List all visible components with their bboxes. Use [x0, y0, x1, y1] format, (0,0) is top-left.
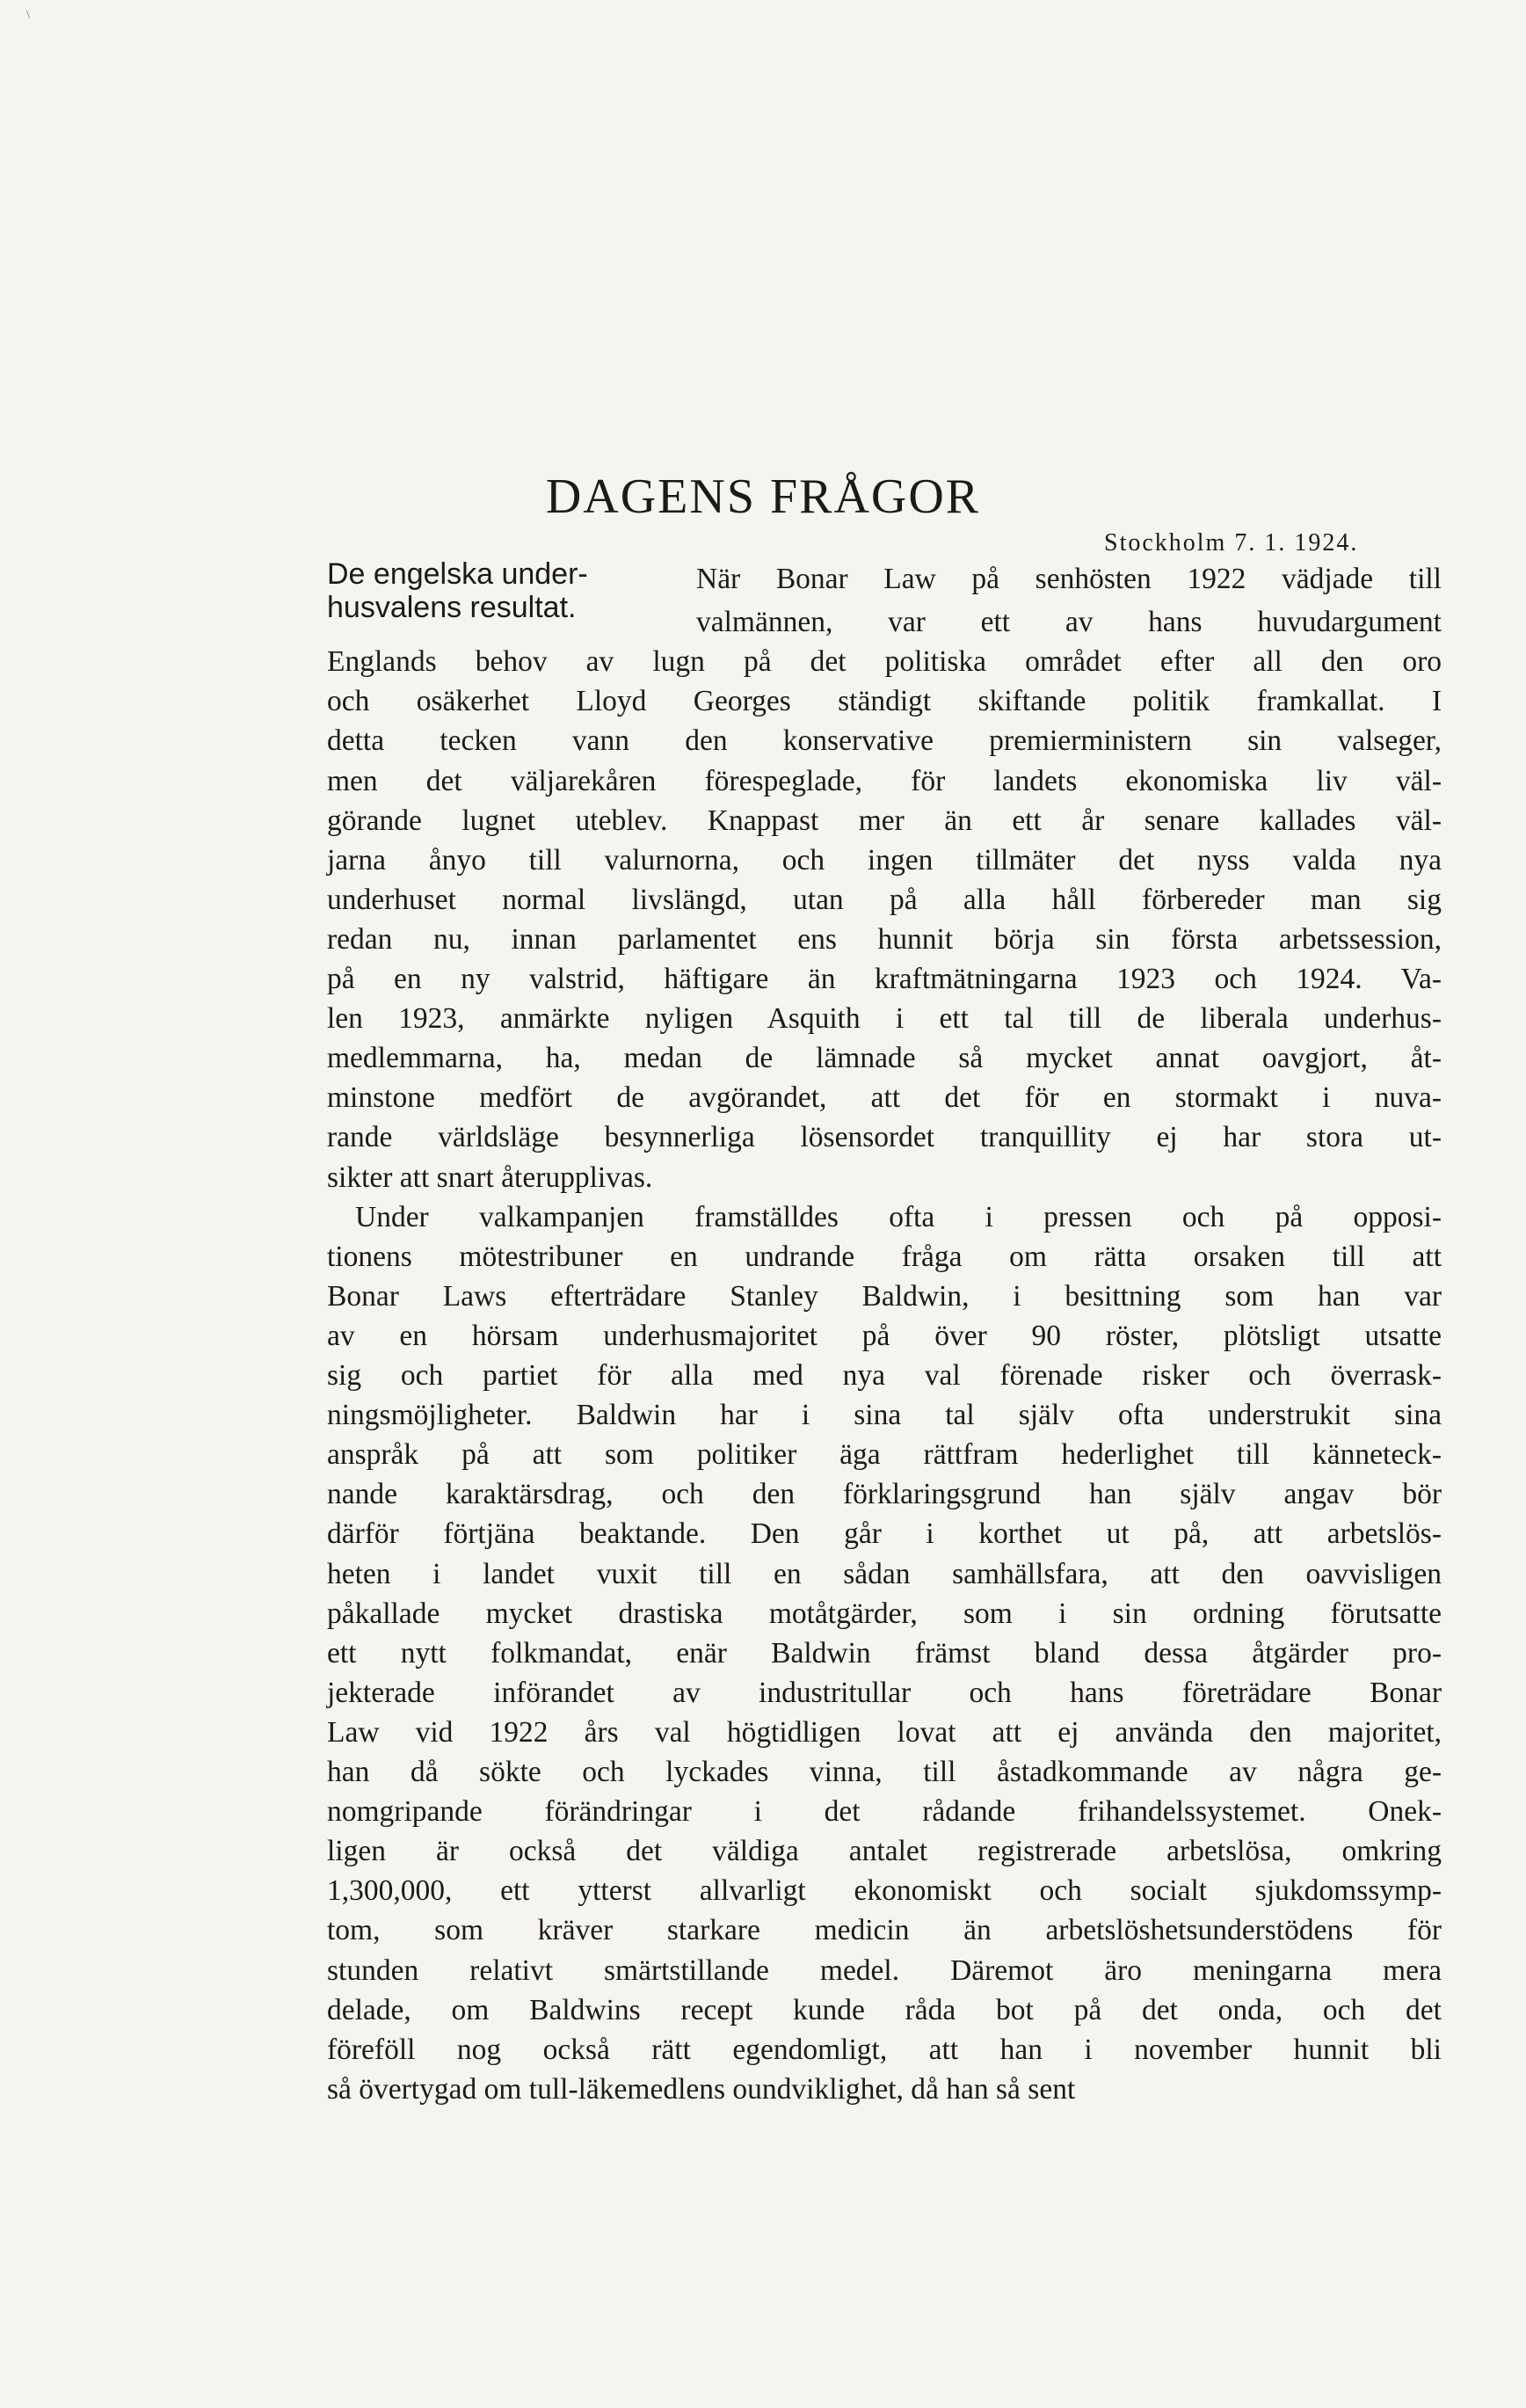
body-line: underhuset normal livslängd, utan på alla håll förbereder man sig: [327, 883, 1442, 916]
body-line: på en ny valstrid, häftigare än kraftmätningarna 1923 och 1924. Va-: [327, 963, 1442, 995]
body-line: Bonar Laws efterträdare Stanley Baldwin, i besittning som han var: [327, 1279, 1442, 1313]
body-line: minstone medfört de avgörandet, att det för en stormakt i nuva-: [327, 1081, 1442, 1115]
margin-note-line: husvalens resultat.: [327, 591, 577, 624]
page-title: DAGENS FRÅGOR: [545, 469, 981, 524]
body-line: sig och partiet för alla med nya val förenade risker och överrask-: [327, 1359, 1442, 1392]
body-line: görande lugnet uteblev. Knappast mer än ett år senare kallades väl-: [327, 804, 1442, 837]
body-line: detta tecken vann den konservative premierministern sin valseger,: [327, 724, 1442, 758]
body-line: medlemmarna, ha, medan de lämnade så mycket annat oavgjort, åt-: [327, 1042, 1442, 1075]
body-line: men det väljarekåren förespeglade, för landets ekonomiska liv väl-: [327, 764, 1442, 797]
margin-note: [327, 557, 670, 624]
body-line: jarna ånyo till valurnorna, och ingen tillmäter det nyss valda nya: [327, 843, 1442, 877]
body-line: tom, som kräver starkare medicin än arbetslöshetsunderstödens för: [327, 1914, 1442, 1947]
dateline: Stockholm 7. 1. 1924.: [1104, 529, 1359, 557]
body-line: stunden relativt smärtstillande medel. Däremot äro meningarna mera: [327, 1953, 1442, 1987]
body-line: tionens mötestribuner en undrande fråga om rätta orsaken till att: [327, 1240, 1442, 1273]
body-line: ett nytt folkmandat, enär Baldwin främst bland dessa åtgärder pro-: [327, 1636, 1442, 1670]
body-line: redan nu, innan parlamentet ens hunnit börja sin första arbetssession,: [327, 922, 1442, 956]
body-line: ligen är också det väldiga antalet registrerade arbetslösa, omkring: [327, 1835, 1442, 1868]
body-line: valmännen, var ett av hans huvudargument: [696, 606, 1442, 639]
body-line: av en hörsam underhusmajoritet på över 90 röster, plötsligt utsatte: [327, 1319, 1442, 1352]
body-line: ningsmöjligheter. Baldwin har i sina tal själv ofta understrukit sina: [327, 1399, 1442, 1432]
body-line: sikter att snart återupplivas.: [327, 1160, 653, 1194]
body-line: När Bonar Law på senhösten 1922 vädjade till: [696, 563, 1442, 595]
body-line: delade, om Baldwins recept kunde råda bot på det onda, och det: [327, 1993, 1442, 2026]
body-line: nomgripande förändringar i det rådande frihandelssystemet. Onek-: [327, 1795, 1442, 1829]
body-line: anspråk på att som politiker äga rättfram hederlighet till känneteck-: [327, 1438, 1442, 1472]
body-line: nande karaktärsdrag, och den förklaringsgrund han själv angav bör: [327, 1478, 1442, 1511]
body-line: så övertygad om tull-läkemedlens oundviklighet, då han så sent: [327, 2072, 1076, 2106]
body-line: Under valkampanjen framställdes ofta i pressen och på opposi-: [355, 1200, 1442, 1233]
body-line: och osäkerhet Lloyd Georges ständigt skiftande politik framkallat. I: [327, 685, 1442, 718]
body-line: 1,300,000, ett ytterst allvarligt ekonomiskt och socialt sjukdomssymp-: [327, 1874, 1442, 1908]
body-line: påkallade mycket drastiska motåtgärder, som i sin ordning förutsatte: [327, 1597, 1442, 1630]
corner-mark: \: [26, 9, 30, 22]
body-line: Law vid 1922 års val högtidligen lovat att ej använda den majoritet,: [327, 1715, 1442, 1749]
margin-note-line: De engelska under-: [327, 557, 588, 591]
body-line: Englands behov av lugn på det politiska området efter all den oro: [327, 645, 1442, 679]
body-line: därför förtjäna beaktande. Den går i korthet ut på, att arbetslös-: [327, 1517, 1442, 1551]
body-line: len 1923, anmärkte nyligen Asquith i ett tal till de liberala underhus-: [327, 1002, 1442, 1036]
body-line: jekterade införandet av industritullar och hans företrädare Bonar: [327, 1676, 1442, 1709]
body-line: föreföll nog också rätt egendomligt, att han i november hunnit bli: [327, 2033, 1442, 2066]
body-line: rande världsläge besynnerliga lösensordet tranquillity ej har stora ut-: [327, 1121, 1442, 1154]
body-line: heten i landet vuxit till en sådan samhällsfara, att den oavvisligen: [327, 1557, 1442, 1590]
body-line: han då sökte och lyckades vinna, till åstadkommande av några ge-: [327, 1756, 1442, 1788]
